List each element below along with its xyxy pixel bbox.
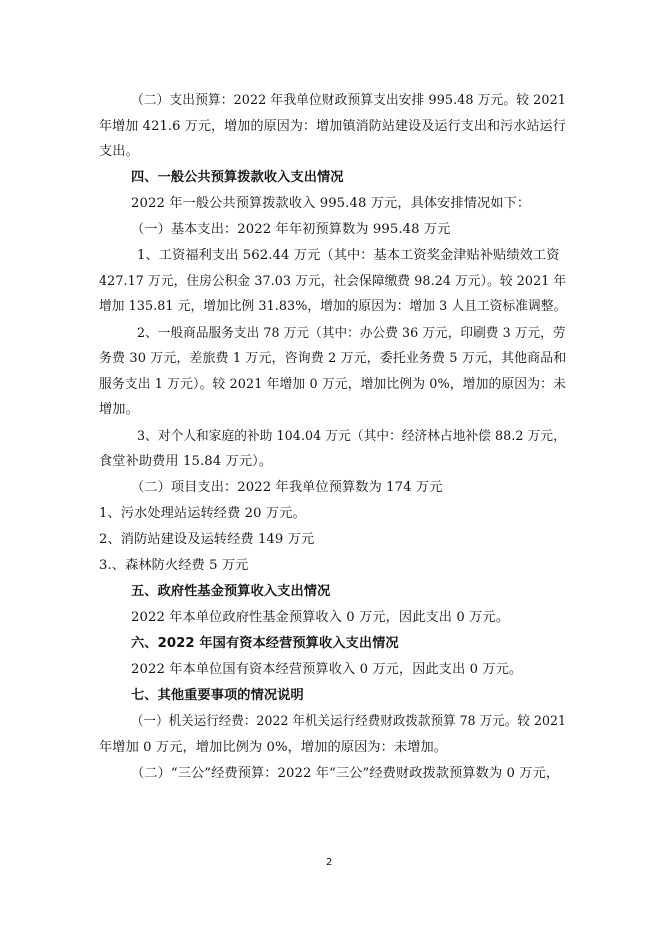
para-basic-expenditure: （一）基本支出：2022 年年初预算数为 995.48 万元 <box>131 222 451 237</box>
para-project-expenditure: （二）项目支出：2022 年我单位预算数为 174 万元 <box>131 480 443 495</box>
para-operating-cost-line-2: 年增加 0 万元，增加比例为 0%，增加的原因为：未增加。 <box>99 740 448 755</box>
para-state-capital: 2022 年本单位国有资本经营预算收入 0 万元，因此支出 0 万元。 <box>131 662 523 677</box>
para-government-fund: 2022 年本单位政府性基金预算收入 0 万元，因此支出 0 万元。 <box>131 610 510 625</box>
para-general-budget: 2022 年一般公共预算拨款收入 995.48 万元，具体安排情况如下： <box>131 196 531 211</box>
para-goods-line-3: 服务支出 1 万元）。较 2021 年增加 0 万元，增加比例为 0%，增加的原因为：未 <box>99 377 566 392</box>
section-heading-7: 七、其他重要事项的情况说明 <box>131 688 304 703</box>
para-three-public-expenses: （二）“三公”经费预算：2022 年“三公”经费财政拨款预算数为 0 万元， <box>131 766 560 781</box>
para-project-item-1: 1、污水处理站运转经费 20 万元。 <box>99 506 306 521</box>
para-operating-cost-line-1: （一）机关运行经费：2022 年机关运行经费财政拨款预算 78 万元。较 2021 <box>131 714 567 729</box>
para-project-item-3: 3.、森林防火经费 5 万元 <box>99 558 249 573</box>
page-number: 2 <box>326 857 333 868</box>
para-salary-line-2: 427.17 万元，住房公积金 37.03 万元，社会保障缴费 98.24 万元）。较 2021 年 <box>99 274 567 289</box>
section-heading-6: 六、2022 年国有资本经营预算收入支出情况 <box>131 636 399 651</box>
para-subsidy-line-2: 食堂补助费用 15.84 万元）。 <box>99 454 273 469</box>
para-goods-line-4: 增加。 <box>99 402 139 417</box>
para-expenditure-line-2: 年增加 421.6 万元，增加的原因为：增加镇消防站建设及运行支出和污水站运行 <box>99 119 566 134</box>
para-expenditure-line-3: 支出。 <box>99 144 139 159</box>
para-goods-line-1: 2、一般商品服务支出 78 万元（其中：办公费 36 万元，印刷费 3 万元，劳 <box>137 326 566 341</box>
para-goods-line-2: 务费 30 万元，差旅费 1 万元，咨询费 2 万元，委托业务费 5 万元，其他商品和 <box>99 351 567 366</box>
para-expenditure-line-1: （二）支出预算：2022 年我单位财政预算支出安排 995.48 万元。较 2021 <box>131 93 566 108</box>
para-project-item-2: 2、消防站建设及运转经费 149 万元 <box>99 532 315 547</box>
section-heading-5: 五、政府性基金预算收入支出情况 <box>131 584 331 599</box>
para-salary-line-3: 增加 135.81 元，增加比例 31.83%，增加的原因为：增加 3 人且工资标准调整。 <box>99 299 567 314</box>
para-salary-line-1: 1、工资福利支出 562.44 万元（其中：基本工资奖金津贴补贴绩效工资 <box>137 248 560 263</box>
para-subsidy-line-1: 3、对个人和家庭的补助 104.04 万元（其中：经济林占地补偿 88.2 万元， <box>137 429 566 444</box>
section-heading-4: 四、一般公共预算拨款收入支出情况 <box>131 170 344 185</box>
